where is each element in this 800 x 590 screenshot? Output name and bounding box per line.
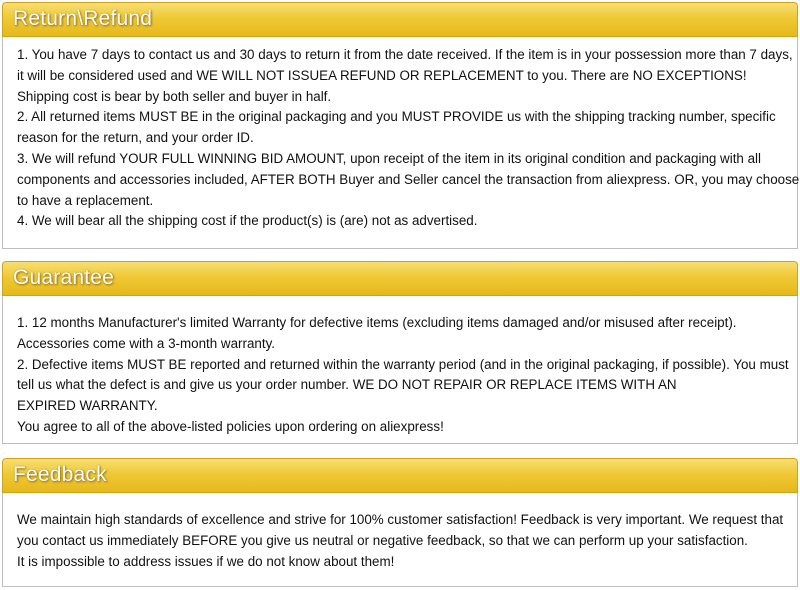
return-refund-line: 4. We will bear all the shipping cost if the product(s) is (are) not as advertised. — [17, 213, 478, 229]
feedback-line: We maintain high standards of excellence and strive for 100% customer satisfaction! Feedback is very important. We request that — [17, 512, 784, 527]
return-refund-line: 2. All returned items MUST BE in the original packaging and you MUST PROVIDE us with the shipping tracking number, specific — [17, 109, 776, 125]
guarantee-line: 1. 12 months Manufacturer's limited Warranty for defective items (excluding items damaged and/or misused after receipt). — [17, 315, 737, 330]
feedback-section — [2, 458, 798, 587]
guarantee-line: 2. Defective items MUST BE reported and returned within the warranty period (and in the original packaging, if possible). You must — [17, 356, 789, 372]
feedback-body — [2, 493, 798, 587]
guarantee-line: tell us what the defect is and give us your order number. WE DO NOT REPAIR OR REPLACE ITEMS WITH AN — [17, 377, 677, 393]
return-refund-line: 3. We will refund YOUR FULL WINNING BID AMOUNT, upon receipt of the item in its original condition and packaging with all — [17, 150, 761, 166]
return-refund-header — [2, 2, 798, 37]
return-refund-line: to have a replacement. — [17, 192, 154, 208]
return-refund-line: reason for the return, and your order ID. — [17, 130, 254, 146]
feedback-title: Feedback — [13, 463, 107, 486]
return-refund-line: Shipping cost is bear by both seller and buyer in half. — [17, 88, 332, 104]
guarantee-line: You agree to all of the above-listed policies upon ordering on aliexpress! — [17, 418, 444, 434]
feedback-line: It is impossible to address issues if we do not know about them! — [17, 553, 395, 569]
guarantee-line: Accessories come with a 3-month warranty. — [17, 335, 275, 351]
guarantee-header — [2, 261, 798, 296]
return-refund-line: 1. You have 7 days to contact us and 30 days to return it from the date received. If the item is in your possession more than 7 days, — [17, 47, 793, 62]
feedback-line: you contact us immediately BEFORE you give us neutral or negative feedback, so that we can perform up your satisfaction. — [17, 532, 748, 548]
return-refund-body — [2, 37, 798, 249]
feedback-header — [2, 458, 798, 493]
return-refund-line: it will be considered used and WE WILL NOT ISSUEA REFUND OR REPLACEMENT to you. There are NO EXCEPTIONS! — [17, 67, 747, 83]
guarantee-body — [2, 296, 798, 444]
guarantee-title: Guarantee — [13, 266, 115, 289]
return-refund-section — [2, 2, 798, 249]
return-refund-line: components and accessories included, AFTER BOTH Buyer and Seller cancel the transaction from aliexpress. OR, you may choose — [17, 171, 800, 187]
guarantee-line: EXPIRED WARRANTY. — [17, 398, 158, 414]
guarantee-section — [2, 261, 798, 444]
return-refund-title: Return\Refund — [13, 7, 153, 30]
